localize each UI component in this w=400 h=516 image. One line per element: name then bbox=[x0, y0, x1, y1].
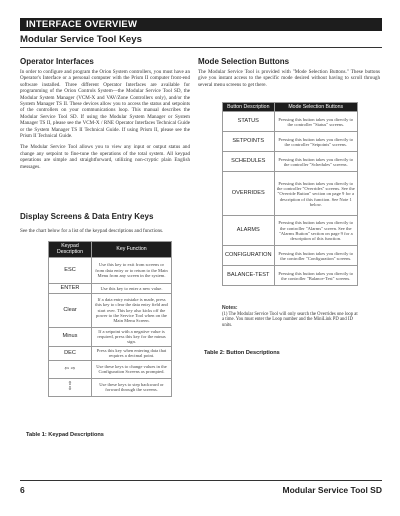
table1-caption: Table 1: Keypad Descriptions bbox=[26, 432, 104, 438]
top-rule bbox=[20, 47, 382, 48]
display-screens-heading: Display Screens & Data Entry Keys bbox=[20, 212, 154, 221]
section-header-bar: INTERFACE OVERVIEW bbox=[20, 18, 382, 31]
keypad-col-header: Keypad Description bbox=[49, 242, 92, 258]
table2-notes bbox=[222, 306, 360, 328]
button-table-desc-cell: Pressing this button takes you directly to the controller "Schedules" screens. bbox=[274, 152, 357, 172]
keypad-table-key-cell: ESC bbox=[49, 257, 92, 283]
keypad-table-body bbox=[49, 257, 172, 396]
keypad-table-row bbox=[49, 293, 172, 327]
keypad-table-key-cell: ⇦ ⇨ bbox=[49, 360, 92, 378]
bottom-rule bbox=[20, 480, 382, 481]
keypad-table-row bbox=[49, 283, 172, 293]
button-table-desc-cell: Pressing this button takes you directly to the controller "Balance-Test" screens. bbox=[274, 266, 357, 286]
button-table-key-cell: STATUS bbox=[223, 112, 275, 132]
keypad-table-row bbox=[49, 257, 172, 283]
keypad-table-desc-cell: Use this key to enter a new value. bbox=[92, 283, 172, 293]
button-table-desc-cell: Pressing this button takes you directly to the controller "Status" screens. bbox=[274, 112, 357, 132]
notes-text: (1) The Modular Service Tool will only search the Overrides one loop at a time. You must enter the Loop number and the MiniLink PD and ID units. bbox=[222, 311, 358, 328]
footer-doc-title: Modular Service Tool SD bbox=[282, 485, 382, 495]
button-table-row bbox=[223, 152, 358, 172]
button-table-key-cell: SCHEDULES bbox=[223, 152, 275, 172]
button-table-key-cell: SETPOINTS bbox=[223, 132, 275, 152]
keypad-table-key-cell: ⇧ ⇩ bbox=[49, 378, 92, 396]
button-table-key-cell: BALANCE-TEST bbox=[223, 266, 275, 286]
keypad-table-desc-cell: Use this key to exit from screens or from data entry or to return to the Main Menu from any screen in the system. bbox=[92, 257, 172, 283]
keypad-table-key-cell: Minus bbox=[49, 327, 92, 346]
button-table-row bbox=[223, 172, 358, 216]
notes-label: Notes: bbox=[222, 305, 238, 311]
operator-paragraph-1: In order to configure and program the Orion System controllers, you must have an Operator's Interface or a personal computer with the Prism II computer front-end software installed. Three different Operator Interfaces are available for programming of the Orion Controls System—the Modular Service Tool SD, the Modular System Manager (VCM-X and VAV/Zone Controllers only), and/or the System Manager TS II. These devices allow you to access the status and setpoints of the controllers on your communications loop. This manual describes the Modular Service Tool SD. If using the Modular System Manager or System Manager TS II, please see the VCM-X / RNE Operator Interfaces Technical Guide or the System Manager TS II Technical Guide. If using Prism II, please see the Prism II Technical Guide. bbox=[20, 69, 190, 140]
button-table-desc-cell: Pressing this button takes you directly to the controller "Setpoints" screens. bbox=[274, 132, 357, 152]
keypad-table-row bbox=[49, 327, 172, 346]
page-title: Modular Service Tool Keys bbox=[20, 34, 142, 45]
keypad-table-desc-cell: If a data entry mistake is made, press this key to clear the data entry field and start over. This key also kicks off the power to the Service Tool when on the Main Menu Screen. bbox=[92, 293, 172, 327]
keypad-table-row bbox=[49, 378, 172, 396]
page-number: 6 bbox=[20, 485, 25, 495]
display-intro-text: See the chart below for a list of the keypad descriptions and functions. bbox=[20, 228, 164, 234]
button-table-row bbox=[223, 132, 358, 152]
button-table-key-cell: CONFIGURATION bbox=[223, 246, 275, 266]
button-table-body bbox=[223, 112, 358, 286]
keypad-table-key-cell: DEC bbox=[49, 346, 92, 360]
keypad-table-desc-cell: Press this key when entering data that requires a decimal point. bbox=[92, 346, 172, 360]
operator-paragraph-2: The Modular Service Tool allows you to view any input or output status and change any setpoint to fine-tune the operations of the total system. All keypad operations are simple and straightforward, utilizing non-cryptic plain English messages. bbox=[20, 144, 190, 170]
button-table-row bbox=[223, 216, 358, 246]
function-col-header: Key Function bbox=[92, 242, 172, 258]
button-table bbox=[222, 102, 358, 286]
button-table-key-cell: OVERRIDES bbox=[223, 172, 275, 216]
mode-intro-text: The Modular Service Tool is provided with "Mode Selection Buttons." These buttons give you instant access to the specific mode desired without having to scroll through several menu screens to get there. bbox=[198, 69, 380, 88]
button-table-desc-cell: Pressing this button takes you directly to the controller "Alarms" screen. See the "Alarms Button" section on page 9 for a description of this function. bbox=[274, 216, 357, 246]
keypad-table bbox=[48, 241, 172, 397]
button-table-row bbox=[223, 112, 358, 132]
mode-col-header: Mode Selection Buttons bbox=[274, 103, 357, 112]
button-table-desc-cell: Pressing this button takes you directly to the controller "Configuration" screens. bbox=[274, 246, 357, 266]
keypad-table-row bbox=[49, 360, 172, 378]
button-table-row bbox=[223, 246, 358, 266]
button-table-desc-cell: Pressing this button takes you directly to the controller "Overrides" screens. See the "Override Button" section on page 9 for a description of this function. See Note 1 below. bbox=[274, 172, 357, 216]
mode-selection-heading: Mode Selection Buttons bbox=[198, 57, 290, 66]
keypad-table-desc-cell: Use these keys to change values in the Configuration Screens as prompted. bbox=[92, 360, 172, 378]
operator-interfaces-text bbox=[20, 69, 190, 175]
button-col-header: Button Description bbox=[223, 103, 275, 112]
operator-interfaces-heading: Operator Interfaces bbox=[20, 57, 94, 66]
button-table-key-cell: ALARMS bbox=[223, 216, 275, 246]
keypad-table-desc-cell: Use these keys to step backward or forward through the screens. bbox=[92, 378, 172, 396]
keypad-table-key-cell: ENTER bbox=[49, 283, 92, 293]
keypad-table-desc-cell: If a setpoint with a negative value is required, press this key for the minus sign. bbox=[92, 327, 172, 346]
keypad-table-row bbox=[49, 346, 172, 360]
button-table-row bbox=[223, 266, 358, 286]
table2-caption: Table 2: Button Descriptions bbox=[204, 350, 280, 356]
keypad-table-key-cell: Clear bbox=[49, 293, 92, 327]
